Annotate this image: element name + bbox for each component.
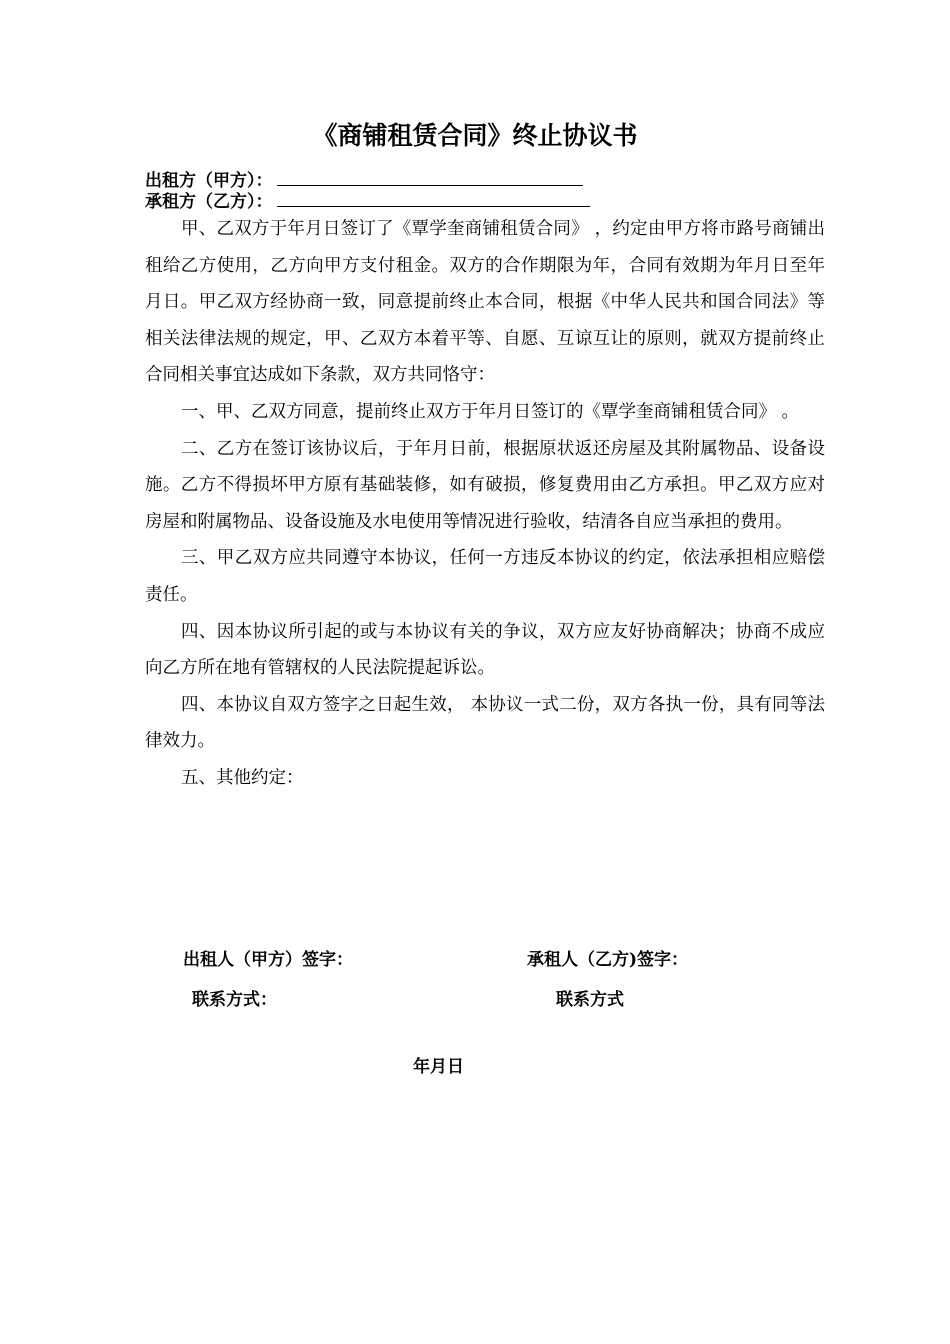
clause-1: 一、甲、乙双方同意，提前终止双方于年月日签订的《覃学奎商铺租赁合同》 。 [181, 401, 800, 422]
clause-2: 二、乙方在签订该协议后，于年月日前，根据原状返还房屋及其附属物品、设备设施。乙方不得损坏甲方原有基础装修，如有破损，修复费用由乙方承担。甲乙双方应对房屋和附属物品、设备设施及水电使用等情况进行验收，结清各自应当承担的费用。 [145, 438, 825, 532]
lessee-contact-label: 联系方式 [556, 990, 624, 1010]
lessor-contact-label: 联系方式： [192, 990, 277, 1010]
clause-3: 三、甲乙双方应共同遵守本协议，任何一方违反本协议的约定，依法承担相应赔偿责任。 [145, 548, 825, 605]
lessor-label: 出租方（甲方）： [145, 171, 273, 191]
intro-paragraph: 甲、乙双方于年月日签订了《覃学奎商铺租赁合同》 ，约定由甲方将市路号商铺出租给乙方使用，乙方向甲方支付租金。双方的合作期限为年，合同有效期为年月日至年月日。甲乙双方经协商一致，同意提前终止本合同，根据《中华人民共和国合同法》等相关法律法规的规定，甲、乙双方本着平等、自愿、互谅互让的原则，就双方提前终止合同相关事宜达成如下条款，双方共同恪守： [145, 219, 825, 386]
clause-5-other: 五、其他约定： [181, 767, 304, 788]
lessee-name-blank[interactable] [277, 189, 590, 207]
lessee-signature-label: 承租人（乙方)签字： [527, 950, 689, 970]
date-label: 年月日 [413, 1057, 464, 1077]
agreement-body [145, 211, 825, 797]
document-title: 《商铺租赁合同》终止协议书 [312, 121, 638, 150]
lessee-label: 承租方（乙方）： [145, 192, 273, 212]
clause-4-dispute: 四、因本协议所引起的或与本协议有关的争议，双方应友好协商解决；协商不成应向乙方所在地有管辖权的人民法院提起诉讼。 [145, 621, 825, 679]
clause-4-effect: 四、本协议自双方签字之日起生效， 本协议一式二份，双方各执一份，具有同等法律效力。 [145, 694, 825, 752]
lessee-line [145, 189, 590, 213]
lessor-signature-label: 出租人（甲方）签字： [183, 950, 353, 970]
lessor-name-blank[interactable] [277, 168, 583, 186]
